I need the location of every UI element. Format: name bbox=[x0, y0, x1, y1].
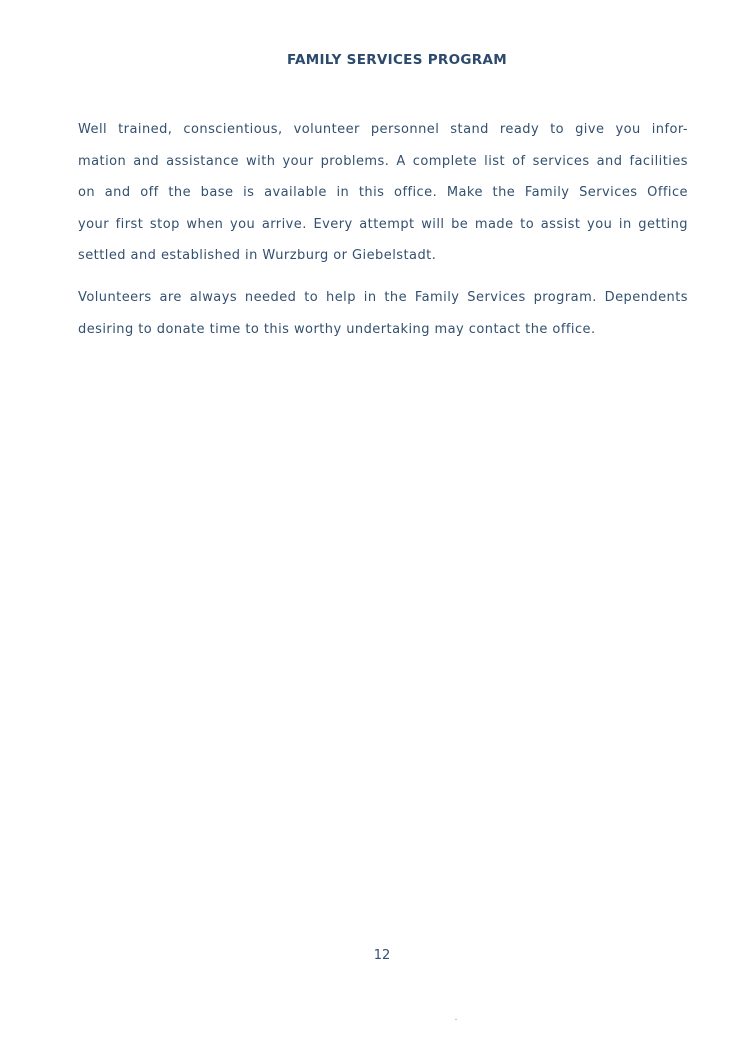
paragraph-services-info bbox=[78, 114, 688, 272]
scan-speck bbox=[455, 1019, 457, 1020]
paragraph-line: desiring to donate time to this worthy undertaking may contact the office. bbox=[78, 321, 596, 337]
paragraph-line: Volunteers are always needed to help in the Family Services program. Dependents bbox=[78, 290, 688, 305]
page-number: 12 bbox=[373, 948, 391, 963]
page-title: FAMILY SERVICES PROGRAM bbox=[287, 52, 507, 68]
paragraph-volunteers bbox=[78, 282, 688, 345]
paragraph-line: your first stop when you arrive. Every attempt will be made to assist you in getting bbox=[78, 216, 688, 232]
paragraph-line: on and off the base is available in this office. Make the Family Services Office bbox=[78, 185, 688, 200]
paragraph-line: Well trained, conscientious, volunteer personnel stand ready to give you infor- bbox=[78, 122, 688, 137]
paragraph-line: mation and assistance with your problems. A complete list of services and facilities bbox=[78, 153, 688, 169]
paragraph-line: settled and established in Wurzburg or Giebelstadt. bbox=[78, 248, 437, 263]
